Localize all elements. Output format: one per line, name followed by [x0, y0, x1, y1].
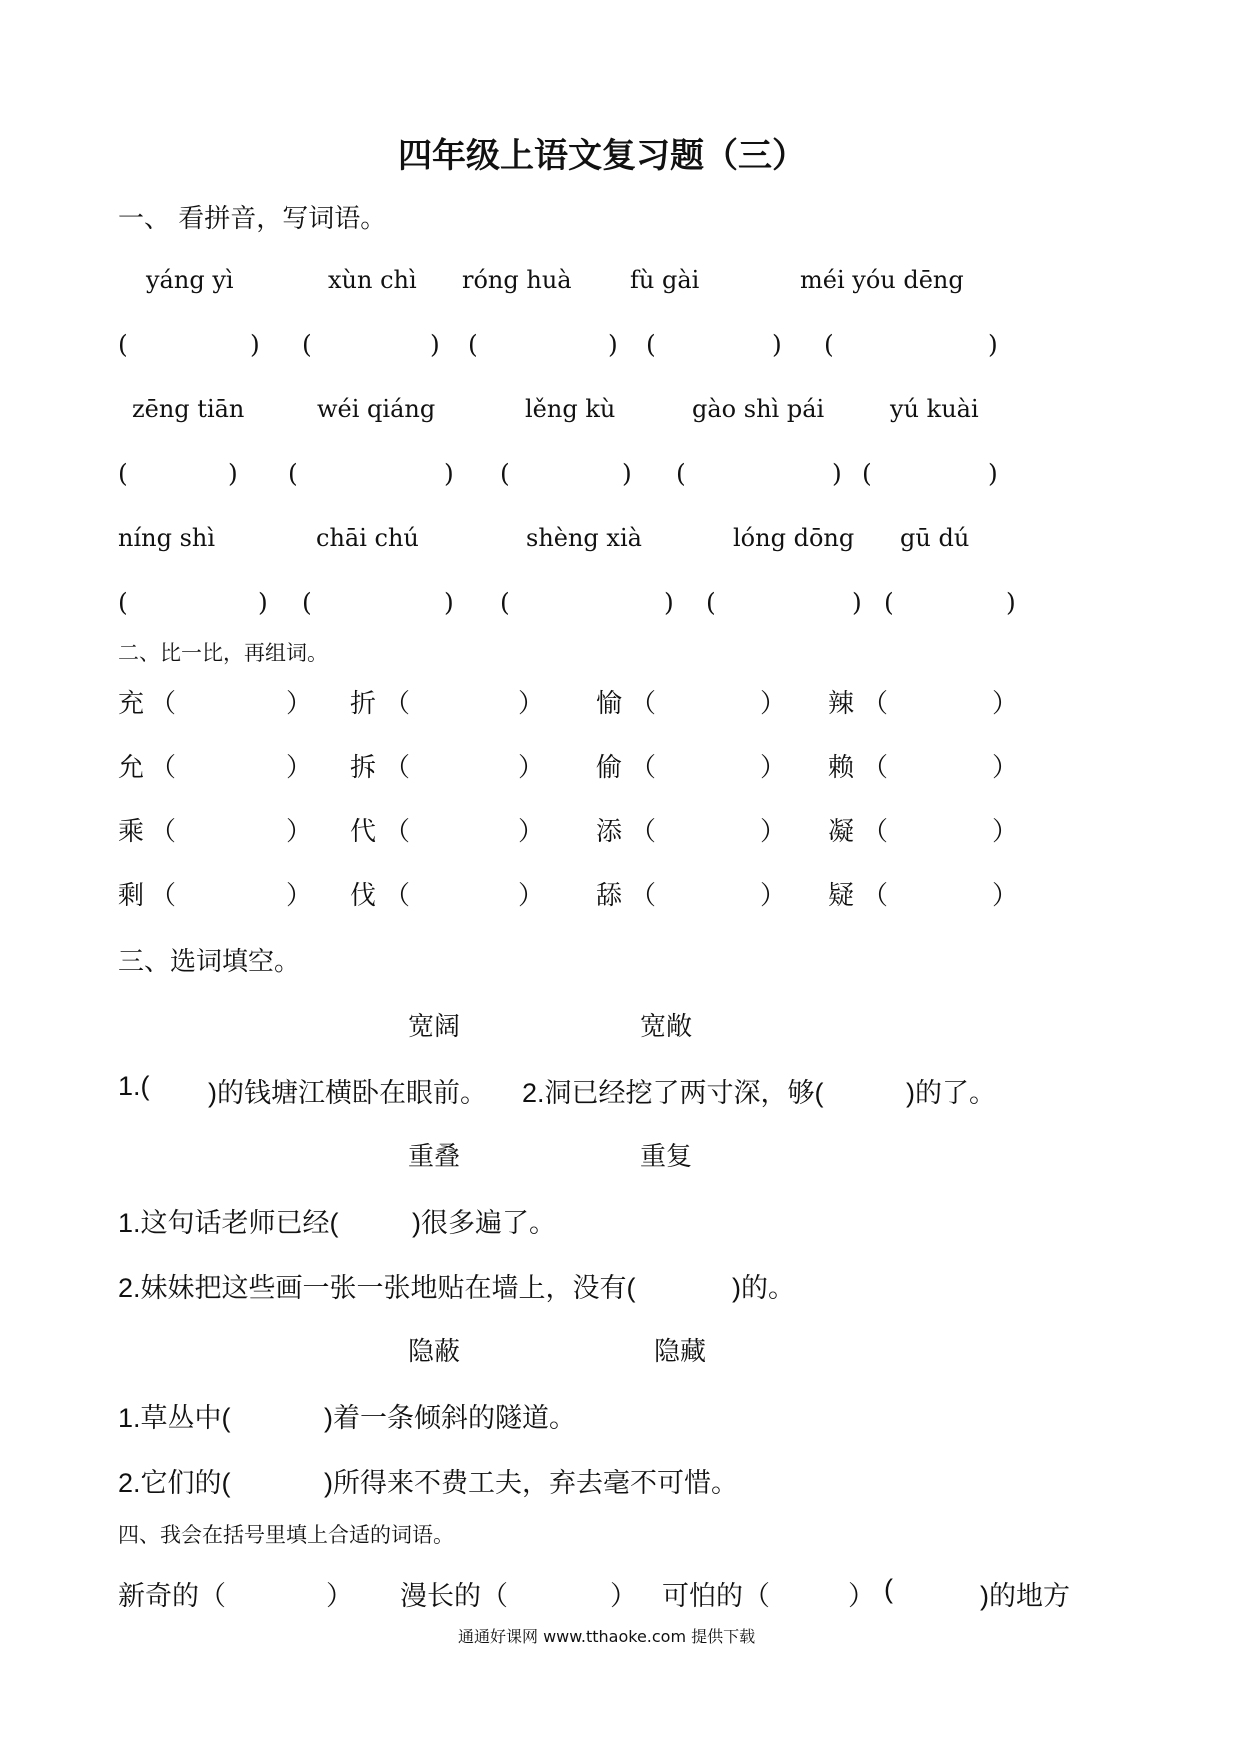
- question-prefix: 1.草丛中(: [118, 1403, 231, 1433]
- answer-blank-close: ): [444, 588, 454, 617]
- answer-blank-close: ）: [286, 689, 313, 719]
- answer-blank-open: (: [288, 459, 298, 488]
- answer-blank-open: （: [630, 689, 657, 719]
- compare-char: 舔: [596, 881, 623, 911]
- compare-char: 添: [596, 817, 623, 847]
- answer-blank-open: (: [118, 588, 128, 617]
- pinyin: róng huà: [462, 266, 572, 294]
- answer-blank-open: （: [862, 817, 889, 847]
- word-choice: 隐蔽: [408, 1337, 461, 1367]
- phrase-fill: 可怕的（: [662, 1581, 770, 1612]
- compare-char: 允: [118, 753, 145, 783]
- answer-blank-close: ）: [286, 881, 313, 911]
- answer-blank-open: (: [302, 330, 312, 359]
- answer-blank-open: （: [150, 881, 177, 911]
- section-2-heading: 二、比一比，再组词。: [118, 641, 328, 665]
- answer-blank-close: ): [988, 459, 998, 488]
- compare-char: 辣: [828, 689, 855, 719]
- answer-blank-close: ）: [848, 1581, 875, 1612]
- answer-blank-close: ): [988, 330, 998, 359]
- answer-blank-close: ): [228, 459, 238, 488]
- compare-char: 赖: [828, 753, 855, 783]
- question-suffix: )的了。: [906, 1078, 996, 1108]
- compare-char: 乘: [118, 817, 145, 847]
- answer-blank-open: (: [118, 330, 128, 359]
- word-choice: 宽阔: [408, 1012, 461, 1042]
- answer-blank-open: (: [500, 588, 510, 617]
- word-choice: 隐藏: [654, 1337, 707, 1367]
- answer-blank-open: (: [884, 588, 894, 617]
- answer-blank-close: ): [772, 330, 782, 359]
- answer-blank-close: ): [250, 330, 260, 359]
- question-prefix: 1.(: [118, 1071, 150, 1101]
- question-prefix: 2.它们的(: [118, 1468, 231, 1498]
- answer-blank-open: （: [862, 689, 889, 719]
- answer-blank-close: ): [832, 459, 842, 488]
- page-title: 四年级上语文复习题（三）: [398, 136, 806, 176]
- compare-char: 代: [350, 817, 377, 847]
- compare-char: 疑: [828, 881, 855, 911]
- answer-blank-close: ）: [760, 753, 787, 783]
- answer-blank-open: （: [630, 753, 657, 783]
- compare-char: 折: [350, 689, 377, 719]
- answer-blank-close: ）: [760, 817, 787, 847]
- pinyin: lěng kù: [525, 395, 616, 423]
- answer-blank-close: ）: [326, 1581, 353, 1612]
- phrase-fill: 新奇的（: [118, 1581, 226, 1612]
- pinyin: shèng xià: [526, 524, 642, 552]
- answer-blank-open: （: [630, 881, 657, 911]
- question-prefix: 1.这句话老师已经(: [118, 1208, 339, 1238]
- compare-char: 剩: [118, 881, 145, 911]
- pinyin: níng shì: [118, 524, 216, 552]
- answer-blank-close: ): [664, 588, 674, 617]
- word-choice: 重复: [640, 1142, 693, 1172]
- answer-blank-close: ）: [518, 881, 545, 911]
- question-suffix: )的钱塘江横卧在眼前。: [208, 1078, 487, 1108]
- answer-blank-close: ): [258, 588, 268, 617]
- answer-blank-open: (: [468, 330, 478, 359]
- question-suffix: )所得来不费工夫，弃去毫不可惜。: [324, 1468, 738, 1498]
- answer-blank-close: ）: [992, 753, 1019, 783]
- answer-blank-open: (: [706, 588, 716, 617]
- answer-blank-close: ): [444, 459, 454, 488]
- answer-blank-close: ): [430, 330, 440, 359]
- answer-blank-open: (: [118, 459, 128, 488]
- question-prefix: 2.妹妹把这些画一张一张地贴在墙上，没有(: [118, 1273, 636, 1303]
- answer-blank-close: ）: [760, 881, 787, 911]
- answer-blank-open: (: [646, 330, 656, 359]
- answer-blank-open: （: [150, 753, 177, 783]
- answer-blank-close: ）: [286, 817, 313, 847]
- phrase-fill: 漫长的（: [400, 1581, 508, 1612]
- answer-blank-close: ）: [992, 689, 1019, 719]
- answer-blank-open: (: [676, 459, 686, 488]
- pinyin: xùn chì: [328, 266, 417, 294]
- pinyin: wéi qiáng: [317, 395, 436, 423]
- answer-blank-open: (: [500, 459, 510, 488]
- word-choice: 重叠: [408, 1142, 461, 1172]
- answer-blank-close: ）: [992, 881, 1019, 911]
- compare-char: 拆: [350, 753, 377, 783]
- pinyin: chāi chú: [316, 524, 419, 552]
- pinyin: zēng tiān: [132, 395, 245, 423]
- section-1-heading: 一、 看拼音，写词语。: [118, 204, 387, 234]
- compare-char: 凝: [828, 817, 855, 847]
- word-choice: 宽敞: [640, 1012, 693, 1042]
- compare-char: 偷: [596, 753, 623, 783]
- answer-blank-open: (: [884, 1574, 893, 1604]
- pinyin: yú kuài: [890, 395, 979, 423]
- pinyin: yáng yì: [146, 266, 234, 294]
- answer-blank-open: （: [384, 817, 411, 847]
- answer-blank-open: （: [384, 689, 411, 719]
- pinyin: lóng dōng: [733, 524, 855, 552]
- compare-char: 愉: [596, 689, 623, 719]
- pinyin: méi yóu dēng: [800, 266, 964, 294]
- answer-blank-close: ）: [760, 689, 787, 719]
- answer-blank-open: （: [630, 817, 657, 847]
- answer-blank-open: (: [302, 588, 312, 617]
- pinyin: gū dú: [900, 524, 970, 552]
- footer-credit: 通通好课网 www.tthaoke.com 提供下载: [458, 1627, 756, 1646]
- answer-blank-close: ): [1006, 588, 1016, 617]
- section-4-heading: 四、我会在括号里填上合适的词语。: [118, 1523, 454, 1547]
- answer-blank-open: （: [862, 753, 889, 783]
- answer-blank-close: ）: [992, 817, 1019, 847]
- pinyin: fù gài: [630, 266, 700, 294]
- question-suffix: )的。: [732, 1273, 795, 1303]
- answer-blank-close: ）: [286, 753, 313, 783]
- answer-blank-open: （: [150, 689, 177, 719]
- answer-blank-open: （: [150, 817, 177, 847]
- question-suffix: )着一条倾斜的隧道。: [324, 1403, 576, 1433]
- question-prefix: 2.洞已经挖了两寸深，够(: [522, 1078, 824, 1108]
- compare-char: 充: [118, 689, 145, 719]
- answer-blank-close: ）: [518, 689, 545, 719]
- compare-char: 伐: [350, 881, 377, 911]
- answer-blank-close: ): [608, 330, 618, 359]
- answer-blank-close: ）: [610, 1581, 637, 1612]
- answer-blank-open: (: [862, 459, 872, 488]
- answer-blank-open: （: [862, 881, 889, 911]
- pinyin: gào shì pái: [692, 395, 825, 423]
- question-suffix: )很多遍了。: [412, 1208, 556, 1238]
- answer-blank-open: (: [824, 330, 834, 359]
- answer-blank-open: （: [384, 753, 411, 783]
- answer-blank-close: ): [622, 459, 632, 488]
- answer-blank-close: ): [852, 588, 862, 617]
- answer-blank-close: ）: [518, 753, 545, 783]
- phrase-fill: )的地方: [980, 1581, 1070, 1611]
- answer-blank-open: （: [384, 881, 411, 911]
- answer-blank-close: ）: [518, 817, 545, 847]
- section-3-heading: 三、选词填空。: [118, 947, 301, 977]
